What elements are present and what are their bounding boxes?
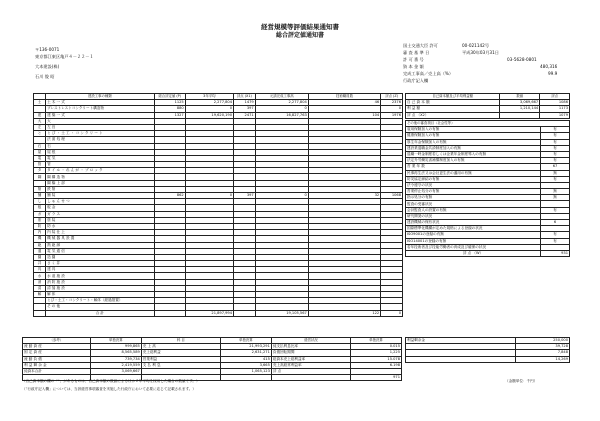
finance-right-label xyxy=(406,356,516,362)
cell-avg: 2,277,804 xyxy=(185,100,233,106)
cell-k: と xyxy=(34,131,46,137)
capital-label: 資 本 金 額 xyxy=(403,64,424,69)
cell-p: 862 xyxy=(154,193,185,199)
social-label: 監査の受審状況 xyxy=(406,201,541,207)
cell-name: 建 築 一 式 xyxy=(46,112,155,118)
social-value: 有 xyxy=(541,158,570,164)
finance-cell: 固 定 資 産 xyxy=(23,350,91,356)
finance-cell: 1,065,123 xyxy=(220,368,271,374)
finance-cell: 6.198 xyxy=(351,362,402,368)
social-value: 67 xyxy=(541,164,570,170)
cell-p: 1125 xyxy=(154,100,185,106)
social-label: 営業停止処分の有無 xyxy=(406,189,541,195)
social-value: 無 xyxy=(541,195,570,201)
finance-blank xyxy=(271,375,350,381)
main-column-header: 総合評定値 (P) xyxy=(154,94,185,100)
cell-amt: 2,277,804 xyxy=(255,100,308,106)
cell-name: 石 xyxy=(46,143,155,149)
social-label: 健康保険加入の有無 xyxy=(406,133,541,139)
total-cell xyxy=(154,310,185,316)
cell-name: 電 気 xyxy=(46,155,155,161)
cell-z: 0 xyxy=(381,106,403,112)
permit-number: 03-5628-0801 xyxy=(507,57,537,62)
social-label: 民事再生法又は会社更生法の適用の有無 xyxy=(406,170,541,176)
w-score-row xyxy=(406,250,570,256)
finance-cell: 利 益 剰 余 金 xyxy=(23,362,91,368)
social-value: 有 xyxy=(541,133,570,139)
finance-cell: 8,565,589 xyxy=(90,350,141,356)
currency-note: （金額単位：千円） xyxy=(505,379,538,383)
cell-name: 塗 装 xyxy=(46,217,155,223)
social-label: 若年技術者及び技能労働者の育成及び確保の状況 xyxy=(406,244,541,250)
cell-z: 1976 xyxy=(381,112,403,118)
social-value: 有 xyxy=(541,145,570,151)
total-row xyxy=(34,310,403,316)
permit-label: 許 可 番 号 xyxy=(403,57,424,62)
cell-n1: 46 xyxy=(308,100,380,106)
y-num-header: 数値 xyxy=(500,94,540,100)
finance-col: 科 目 xyxy=(141,338,220,344)
cell-k: 建 xyxy=(34,112,46,118)
finance-cell: 15.078 xyxy=(351,356,402,362)
cell-z: 1068 xyxy=(381,193,403,199)
cell-k: 絶 xyxy=(34,242,46,248)
cell-name: タ イ ル ・ れ ん が ・ ブ ロ ッ ク xyxy=(46,168,155,174)
cell-name: 鋼 橋 上 部 xyxy=(46,180,155,186)
finance-cell: 負債回転期間 xyxy=(271,350,350,356)
cell-x1: 397 xyxy=(233,106,255,112)
cell-k: 園 xyxy=(34,254,46,260)
y-row-eval: 1086 xyxy=(540,100,570,106)
license-label: 国土交通大臣 許可 xyxy=(403,43,438,48)
footnote-1: （自己資本額の欄の「*」があるものは、自己資本額の数値によるほか２年平均を採用した場合の数値です。） xyxy=(22,379,200,383)
social-label: 法定外労働災害補償制度加入の有無 xyxy=(406,158,541,164)
finance-cell: 営業利益 xyxy=(141,356,220,362)
total-cell: 122 xyxy=(308,310,380,316)
cell-k: 清 xyxy=(34,285,46,291)
main-column-header: 建設工事の種類 xyxy=(46,94,155,100)
social-label: 防災協定締結の有無 xyxy=(406,176,541,182)
social-label: 退職一時金制度若しくは企業年金制度導入の有無 xyxy=(406,151,541,157)
cell-name: 機 械 器 具 設 置 xyxy=(46,236,155,242)
total-cell: 19,105,567 xyxy=(255,310,308,316)
cell-k: 消 xyxy=(34,279,46,285)
y-eval-header: 評点 xyxy=(540,94,570,100)
finance-cell: 純資本合計 xyxy=(23,368,91,374)
ratio-value: 99.9 xyxy=(548,71,558,76)
cell-z: 2376 xyxy=(381,100,403,106)
document-subtitle: 総合評定値通知書 xyxy=(275,32,324,39)
social-label: 営 業 年 数 xyxy=(406,164,541,170)
cell-name: 舗 装 xyxy=(46,193,155,199)
social-value: 有 xyxy=(541,151,570,157)
cell-name: 屋 根 xyxy=(46,149,155,155)
finance-cell: 純支払利息比率 xyxy=(271,344,350,350)
cell-amt: 16,827,763 xyxy=(255,112,308,118)
finance-cell: 2,419,559 xyxy=(90,362,141,368)
representative-name: 石川 俊 昭 xyxy=(35,74,55,79)
cell-k: 通 xyxy=(34,248,46,254)
total-cell: 0 xyxy=(381,310,403,316)
y-row-num xyxy=(500,112,540,118)
finance-cell: 売上高経常利益率 xyxy=(271,362,350,368)
finance-right-value: 250,000 xyxy=(516,338,570,344)
cell-k: タ xyxy=(34,168,46,174)
finance-right-table xyxy=(405,337,570,363)
cell-k: 筋 xyxy=(34,186,46,192)
footnote-2: （「行政庁記入欄」については、当該経営事項審査を実施した行政庁において必要に応じて記載されます。） xyxy=(22,387,196,391)
cell-name: 鉄 筋 xyxy=(46,186,155,192)
cell-name: そ の 他 xyxy=(46,304,155,310)
social-value: 有 xyxy=(541,139,570,145)
cell-k: 大 xyxy=(34,118,46,124)
cell-name: 造 園 xyxy=(46,254,155,260)
cell-k: 塗 xyxy=(34,217,46,223)
w-score-value: 931 xyxy=(541,250,570,256)
cell-k: 解 xyxy=(34,292,46,298)
equity-profit-table xyxy=(405,93,570,119)
finance-cell: 739,734 xyxy=(90,356,141,362)
social-label: 法令遵守の状況 xyxy=(406,182,541,188)
finance-right-label: 利益剰余金 xyxy=(406,338,516,344)
admin-label: 行政庁記入欄 xyxy=(403,78,429,83)
total-cell xyxy=(233,310,255,316)
main-column-header: 元請完成工事高 xyxy=(255,94,308,100)
cell-n1: 32 xyxy=(308,193,380,199)
finance-label: （参考） xyxy=(23,338,91,344)
finance-cell: 3,665 xyxy=(220,362,271,368)
cell-amt: 0 xyxy=(255,106,308,112)
y-row-eval: 1173 xyxy=(540,106,570,112)
cell-amt: 0 xyxy=(255,193,308,199)
cell-name: 水 道 施 設 xyxy=(46,273,155,279)
finance-cell: 1,225 xyxy=(351,350,402,356)
social-label: 会計監査人の設置の有無 xyxy=(406,207,541,213)
cell-k: 機 xyxy=(34,236,46,242)
cell-name: 左 官 xyxy=(46,124,155,130)
social-label: ISO9001の登録の有無 xyxy=(406,232,541,238)
finance-cell: 21,993,291 xyxy=(220,344,271,350)
cell-k: 管 xyxy=(34,162,46,168)
cell-name: 建 具 xyxy=(46,267,155,273)
cell-k: 舗 xyxy=(34,193,46,199)
finance-cell: 2,631,271 xyxy=(220,350,271,356)
cell-name: 鋼 構 造 物 xyxy=(46,174,155,180)
postal-code: 〒136-0071 xyxy=(35,47,60,52)
cell-k: 防 xyxy=(34,223,46,229)
social-label: 国際標準化機構が定めた規格による登録の状況 xyxy=(406,226,541,232)
main-column-header: 評点 (X1) xyxy=(233,94,255,100)
social-items-table xyxy=(405,120,570,257)
cell-name: 防 水 xyxy=(46,223,155,229)
cell-x1: 2471 xyxy=(233,112,255,118)
social-value: 有 xyxy=(541,232,570,238)
cell-p: 1327 xyxy=(154,112,185,118)
finance-right-row xyxy=(406,356,570,362)
social-value: 有 xyxy=(541,207,570,213)
company-name: 大本建設(株) xyxy=(35,64,60,69)
cell-p: 880 xyxy=(154,106,185,112)
cell-avg: 19,620,190 xyxy=(185,112,233,118)
construction-type-table xyxy=(33,93,403,317)
cell-name: 大 xyxy=(46,118,155,124)
finance-col: 単独決算 xyxy=(90,338,141,344)
cell-x1: 397 xyxy=(233,193,255,199)
cell-name: 土 木 一 式 xyxy=(46,100,155,106)
social-label: 建設業退職金共済制度加入の有無 xyxy=(406,145,541,151)
main-column-header: 技術職員数 xyxy=(308,94,380,100)
cell-name: プレストレストコンクリート構造物 xyxy=(46,106,155,112)
cell-x1: 1479 xyxy=(233,100,255,106)
social-value: 無 xyxy=(541,189,570,195)
cell-k: 左 xyxy=(34,124,46,130)
cell-name: し ゅ ん せ つ xyxy=(46,199,155,205)
y-row-num: 3,069,667 xyxy=(500,100,540,106)
total-cell xyxy=(34,310,46,316)
document-title: 経営規模等評価結果通知書 xyxy=(261,23,339,31)
cell-k: 土 xyxy=(34,100,46,106)
cell-name: 熱 絶 縁 xyxy=(46,242,155,248)
finance-cell: 流 動 資 産 xyxy=(23,344,91,350)
social-label: ISO14001の登録の有無 xyxy=(406,238,541,244)
license-number: 00-021142号 xyxy=(462,43,490,48)
social-label: 研究開発の状況 xyxy=(406,213,541,219)
finance-cell: 0.015 xyxy=(351,344,402,350)
main-column-header: 評点 (Z) xyxy=(381,94,403,100)
cell-avg: 0 xyxy=(185,106,233,112)
social-value: 有 xyxy=(541,127,570,133)
cell-k: 具 xyxy=(34,267,46,273)
total-cell: 合 計 xyxy=(46,310,155,316)
total-cell: 21,897,994 xyxy=(185,310,233,316)
cell-k: ガ xyxy=(34,211,46,217)
review-date-label: 審 査 基 準 日 xyxy=(403,50,430,55)
y-row-label: 自 己 資 本 額 xyxy=(406,100,500,106)
main-column-header: 3年平均 xyxy=(185,94,233,100)
cell-name: 法 面 処 理 xyxy=(46,137,155,143)
finance-cell: 総資本売上総利益率 xyxy=(271,356,350,362)
finance-right-value: 39,728 xyxy=(516,344,570,350)
cell-name: と び ・ 土 工 ・ コ ン ク リ ー ト xyxy=(46,131,155,137)
finance-col: 単独決算 xyxy=(351,338,402,344)
capital-amount: 480,316 xyxy=(540,64,558,69)
social-label: 厚生年金保険加入の有無 xyxy=(406,139,541,145)
cell-n1: 104 xyxy=(308,112,380,118)
cell-k: 石 xyxy=(34,143,46,149)
cell-name: 管 xyxy=(46,162,155,168)
cell-name: 板 金 xyxy=(46,205,155,211)
social-value: 有 xyxy=(541,176,570,182)
review-date: 平成30年03月31日 xyxy=(462,50,499,55)
finance-col: 経営状況 xyxy=(271,338,350,344)
w-score-label: 評 点 （W） xyxy=(406,250,541,256)
finance-cell: 売 上 高 xyxy=(141,344,220,350)
social-label: 雇用保険加入の有無 xyxy=(406,127,541,133)
social-label: 建設機械の保有状況 xyxy=(406,220,541,226)
cell-name: さ く 井 xyxy=(46,261,155,267)
finance-blank xyxy=(220,375,271,381)
finance-table xyxy=(22,337,402,381)
finance-right-value: 7,848 xyxy=(516,350,570,356)
finance-score: 971 xyxy=(351,375,402,381)
y-header: 自己資本額及び平均利益額 xyxy=(406,94,500,100)
cell-name: 電 気 通 信 xyxy=(46,248,155,254)
y-row-label: 利 益 額 xyxy=(406,106,500,112)
finance-col: 単独決算 xyxy=(220,338,271,344)
cell-name: 清 掃 施 設 xyxy=(46,285,155,291)
finance-cell: 流 動 負 債 xyxy=(23,356,91,362)
y-row-eval: 1079 xyxy=(540,112,570,118)
cell-name: 解 体 xyxy=(46,292,155,298)
social-label: 指示処分の有無 xyxy=(406,195,541,201)
cell-k: 井 xyxy=(34,261,46,267)
finance-cell: 3,069,667 xyxy=(90,368,141,374)
cell-k: 内 xyxy=(34,230,46,236)
cell-avg: 0 xyxy=(185,193,233,199)
social-header: その他の審査項目（社会性等） xyxy=(406,121,570,127)
cell-name: ガ ラ ス xyxy=(46,211,155,217)
y-row-label: 評 点 （X2） xyxy=(406,112,500,118)
social-value: 無 xyxy=(541,170,570,176)
cell-k: 電 xyxy=(34,155,46,161)
cell-k: 鋼 xyxy=(34,174,46,180)
social-value: 6 xyxy=(541,220,570,226)
finance-right-value: 14,269 xyxy=(516,356,570,362)
cell-k: 屋 xyxy=(34,149,46,155)
finance-cell: 999,865 xyxy=(90,344,141,350)
social-value: 有 xyxy=(541,238,570,244)
company-address: 東京都江東区亀戸４－２２－１ xyxy=(35,54,94,59)
cell-k: 板 xyxy=(34,205,46,211)
cell-k: し xyxy=(34,199,46,205)
ratio-label: 完成工事高／売上高（%） xyxy=(403,71,454,76)
cell-name: とび・土工・コンクリート・解体（経過措置） xyxy=(46,298,155,304)
cell-k: 水 xyxy=(34,273,46,279)
finance-cell: 評 点 xyxy=(271,368,350,374)
y-row-num: 1,210,144 xyxy=(500,106,540,112)
cell-name: 消 防 施 設 xyxy=(46,279,155,285)
finance-cell: 支 払 利 息 xyxy=(141,362,220,368)
cell-name: 内 装 仕 上 xyxy=(46,230,155,236)
finance-cell: 415 xyxy=(220,356,271,362)
finance-cell: 売上総利益 xyxy=(141,350,220,356)
